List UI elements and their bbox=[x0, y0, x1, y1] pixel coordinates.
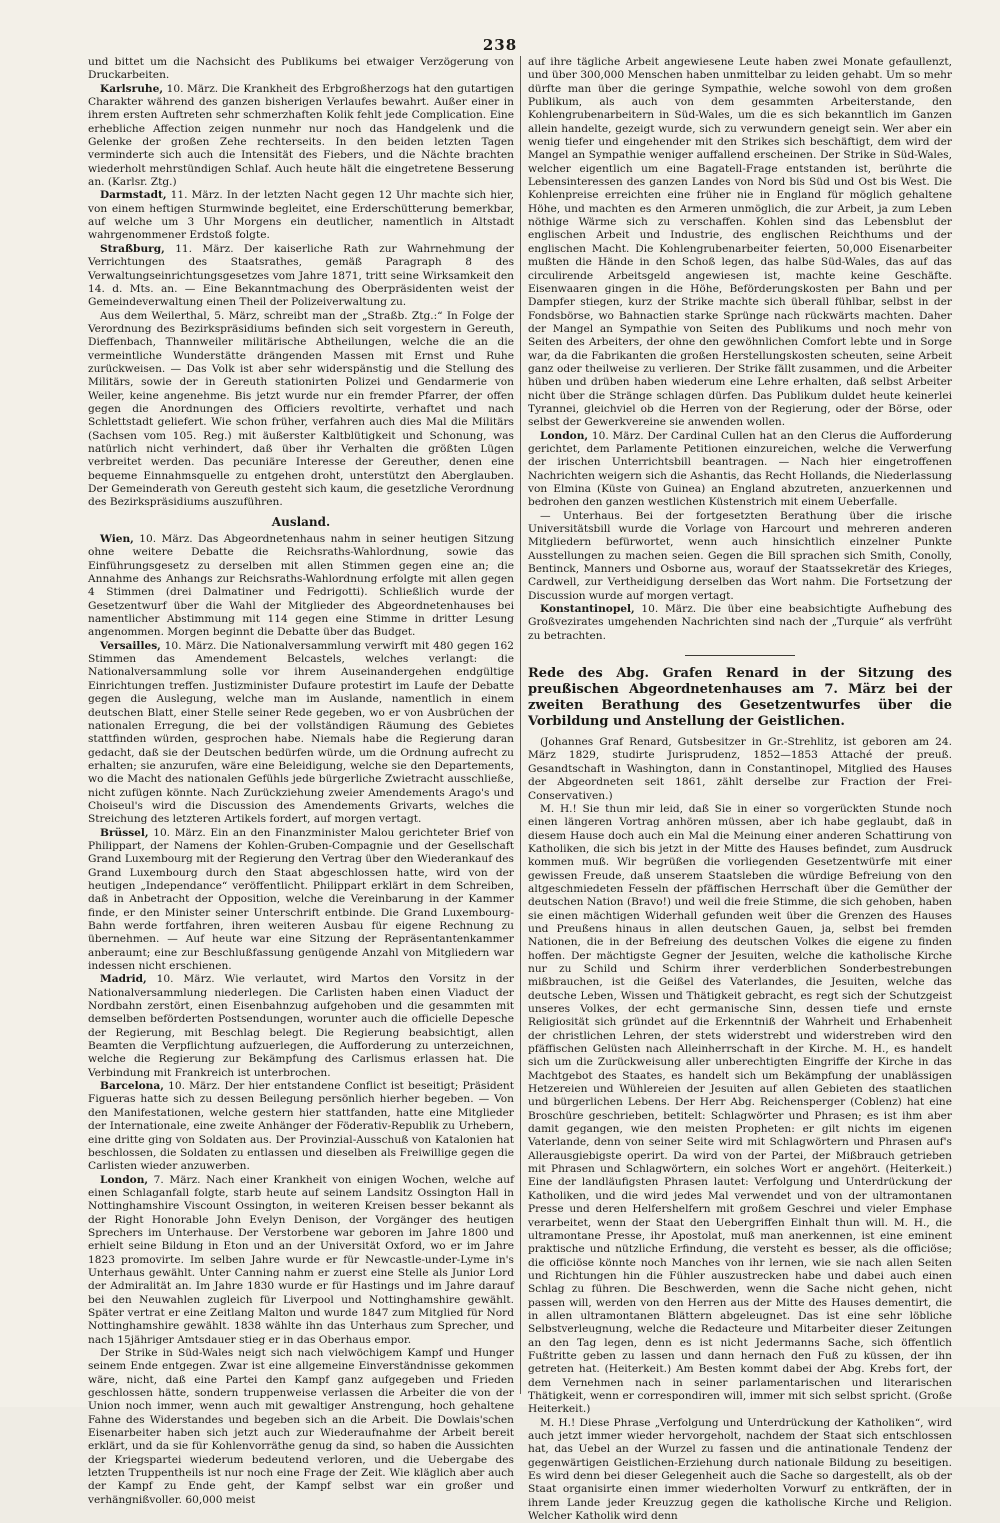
news-text: 10. März. Wie verlautet, wird Martos den Vorsitz in der Nationalversammlung niederlegen. Die Carlisten haben einen Viaduct der Nordbahn zerstört, einen Eisenbahnzug aufgehoben und die gesammten mit demselben beförderten Postsendungen, worunter auch die officielle Depesche der Regierung, mit Beschlag belegt. Die Regierung beabsichtigt, allen Beamten die Verpflichtung aufzuerlegen, die Aufforderung zu unterzeichnen, welche die Regierung zur Bekämpfung des Carlismus erlassen hat. Die Verbindung mit Frankreich ist unterbrochen. bbox=[88, 973, 514, 1079]
dateline-place: London, bbox=[100, 1173, 149, 1186]
news-item-bruessel bbox=[88, 827, 514, 974]
speech-intro: (Johannes Graf Renard, Gutsbesitzer in Gr.-Strehlitz, ist geboren am 24. März 1829, studirte Jurisprudenz, 1852—1853 Attaché der preuß. Gesandtschaft in Washington, dann in Constantinopel, Mitglied des Hauses der Abgeordneten seit 1861, zählt derselbe zur Fraction der Frei-Conservativen.) bbox=[528, 736, 952, 802]
speech-paragraph: M. H.! Diese Phrase „Verfolgung und Unterdrückung der Katholiken“, wird auch jetzt immer wieder hervorgeholt, nachdem der Staat sich entschlossen hat, das Uebel an der Wurzel zu fassen und die antinationale Tendenz der gegenwärtigen Geistlichen-Erziehung durch nationale Bildung zu beseitigen. Es wird denn bei dieser Gelegenheit auch die Sache so dargestellt, als ob der Staat organisirte einen immer wiederholten Vorwurf zu entkräften, der in ihrem Lande jeder Kreuzzug gegen die katholische Kirche und Religion. Welcher Katholik wird denn bbox=[528, 1416, 952, 1523]
article-paragraph: auf ihre tägliche Arbeit angewiesene Leute haben zwei Monate gefaullenzt, und über 300,000 Menschen haben unmittelbar zu leiden gehabt. Um so mehr dürfte man über die geringe Sympathie, welche sowohl von dem großen Publikum, als auch von dem gesammten Arbeiterstande, den Kohlengrubenarbeitern in Süd-Wales, um die es sich bekanntlich im Ganzen allein handelte, gezeigt wurde, sich zu verwundern geneigt sein. Wer aber ein wenig tiefer und eingehender mit den Strikes sich beschäftigt, dem wird der Mangel an Sympathie weniger auffallend erscheinen. Der Strike in Süd-Wales, welcher eigentlich um eine Bagatell-Frage entstanden ist, berührte die Lebensinteressen des ganzen Landes von Nord bis Süd und Ost bis West. Die Kohlenpreise erreichten eine früher nie in England für möglich gehaltene Höhe, und machten es den Armeren unmöglich, die zur Arbeit, ja zum Leben nöthige Wärme sich zu verschaffen. Kohlen sind das Lebensblut der englischen Arbeit und Industrie, des englischen Reichthums und der englischen Macht. Die Kohlengrubenarbeiter feierten, 50,000 Eisenarbeiter mußten die Hände in den Schoß legen, das halbe Süd-Wales, das auf das circulirende Arbeitsgeld angewiesen ist, machte keine Geschäfte. Eisenwaaren gingen in die Höhe, Beförderungskosten per Bahn und per Dampfer stiegen, kurz der Strike machte sich überall fühlbar, selbst in der Fondsbörse, wo Bahnactien starke Sprünge nach rückwärts machten. Daher der Mangel an Sympathie von Seiten des Publikums und noch mehr von Seiten des Arbeiters, der ohne den gewöhnlichen Comfort lebte und in Sorge war, da die Fabrikanten die großen Herstellungskosten scheuten, seine Arbeit ganz oder theilweise zu verlieren. Der Strike fällt zusammen, und die Arbeiter hüben und drüben haben wiederum eine Lehre erhalten, daß selbst Arbeiter nicht über die Stränge schlagen dürfen. Das Publikum duldet heute keinerlei Tyrannei, gleichviel ob die Herren von der Regierung, oder der Börse, oder selbst der Gewerkvereine sie anwenden wollen. bbox=[528, 56, 952, 429]
news-item-weilerthal: Aus dem Weilerthal, 5. März, schreibt man der „Straßb. Ztg.:“ In Folge der Verordnung des Bezirkspräsidiums befinden sich seit vorgestern in Gereuth, Dieffenbach, Thannweiler militärische Abtheilungen, welche die an die vermeintliche Wunderstätte drängenden Massen mit Ernst und Ruhe zurückweisen. — Das Volk ist aber sehr widerspänstig und die Stellung des Militärs, sowie der in Gereuth stationirten Polizei und Gendarmerie von Weiler, keine angenehme. Bis jetzt wurde nur ein fremder Pfarrer, der offen gegen die Anordnungen des Officiers revoltirte, verhaftet und nach Schlettstadt geliefert. Wie schon früher, verfahren auch dies Mal die Militärs (Sachsen vom 105. Reg.) mit äußerster Kaltblütigkeit und Schonung, was natürlich nicht verhindert, daß über ihr Verhalten die größten Lügen verbreitet werden. Das pecuniäre Interesse der Gereuther, denen eine bequeme Einnahmsquelle zu entgehen droht, unterstützt den Aberglauben. Der Gemeinderath von Gereuth gesteht sich kaum, die gesetzliche Verordnung des Bezirkspräsidiums auszuführen. bbox=[88, 309, 514, 509]
dateline-place: Brüssel, bbox=[100, 826, 149, 839]
news-text: 10. März. Die Nationalversammlung verwirft mit 480 gegen 162 Stimmen das Amendement Belcastels, welches verlangt: die Nationalversammlung solle vor ihrem Auseinandergehen endgültige Einrichtungen treffen. Justizminister Dufaure protestirt im Laufe der Debatte gegen die Auslegung, welche man im Auslande, namentlich in einem deutschen Blatt, einer Stelle seiner Rede gegeben, wo er von Ausbrüchen der nationalen Erregung, die bei der vollständigen Räumung des Gebietes stattfinden würden, gesprochen habe. Niemals habe die Regierung daran gedacht, daß sie der Deutschen bedürfen würde, um die Ordnung aufrecht zu erhalten; sie anzurufen, wäre eine Beleidigung, welche sie den Departements, wo die Macht des nationalen Gefühls jede bürgerliche Zwietracht ausschließe, nicht zufügen könnte. Nach Zurückziehung zweier Amendements Arago's und Choiseul's wird die Discussion des Amendements Grivarts, welches die Streichung des letzteren Artikels fordert, auf morgen vertagt. bbox=[88, 639, 514, 826]
news-text: 10. März. Das Abgeordnetenhaus nahm in seiner heutigen Sitzung ohne weitere Debatte die Reichsraths-Wahlordnung, sowie das Einführungsgesetz zu derselben mit allen Stimmen gegen eine an; die Annahme des Anhangs zur Reichsraths-Wahlordnung erfolgte mit allen gegen 4 Stimmen (drei Dalmatiner und Fedrigotti). Schließlich wurde der Gesetzentwurf über die Wahl der Mitglieder des Abgeordnetenhauses bei namentlicher Abstimmung mit 114 gegen eine Stimme in dritter Lesung angenommen. Morgen beginnt die Debatte über das Budget. bbox=[88, 533, 514, 639]
news-item-unterhaus: — Unterhaus. Bei der fortgesetzten Berathung über die irische Universitätsbill wurde die Vorlage von Harcourt und mehreren anderen Mitgliedern befürwortet, wenn auch hinsichtlich einzelner Punkte Ausstellungen zu machen seien. Gegen die Bill sprachen sich Smith, Conolly, Bentinck, Manners und Osborne aus, worauf der Staatssekretär des Krieges, Cardwell, zur Vertheidigung derselben das Wort nahm. Die Fortsetzung der Discussion wurde auf morgen vertagt. bbox=[528, 509, 952, 602]
news-item-strassburg bbox=[88, 243, 514, 310]
news-item-karlsruhe bbox=[88, 83, 514, 190]
news-item-strike: Der Strike in Süd-Wales neigt sich nach vielwöchigem Kampf und Hunger seinem Ende entgegen. Zwar ist eine allgemeine Einverständnisse gekommen wäre, nicht, daß eine Partei den Kampf ganz aufgegeben und Frieden geschlossen hätte, sondern truppenweise verlassen die Arbeiter die von der Union noch immer, wenn auch mit gewaltiger Anstrengung, hoch gehaltene Fahne des Widerstandes und begeben sich an die Arbeit. Die Dowlais'schen Eisenarbeiter haben sich jetzt auch zur Wiederaufnahme der Arbeit bereit erklärt, und da sie für Kohlenvorräthe genug da sind, so haben die Aussichten der Kriegspartei wiederum bedeutend verloren, und die Uebergabe des letzten Truppentheils ist nur noch eine Frage der Zeit. Wie kläglich aber auch der Kampf zu Ende geht, der Kampf selbst war ein großer und verhängnißvoller. 60,000 meist bbox=[88, 1347, 514, 1506]
page-number: 238 bbox=[482, 36, 518, 54]
article-paragraph: und bittet um die Nachsicht des Publikums bei etwaiger Verzögerung von Druckarbeiten. bbox=[88, 56, 514, 82]
column-divider bbox=[520, 56, 521, 1394]
speech-title: Rede des Abg. Grafen Renard in der Sitzung des preußischen Abgeordnetenhauses am 7. März bei der zweiten Berathung des Gesetzentwurfes über die Vorbildung und Anstellung der Geistlichen. bbox=[528, 666, 952, 730]
news-text: 10. März. Ein an den Finanzminister Malou gerichteter Brief von Philippart, der Namens der Kohlen-Gruben-Compagnie und der Gesellschaft Grand Luxembourg mit der Regierung den Vertrag über den Wiederankauf des Grand Luxembourg durch den Staat abgeschlossen hatte, wird von der heutigen „Independance“ veröffentlicht. Philippart erklärt in dem Schreiben, daß in Anbetracht der Opposition, welche die Vereinbarung in der Kammer finde, er den Minister seiner Unterschrift entbinde. Die Grand Luxembourg-Bahn werde fortfahren, ihren weiteren Ausbau für eigene Rechnung zu übernehmen. — Auf heute war eine Sitzung der Repräsentantenkammer anberaumt; eine zur Beschlußfassung genügende Anzahl von Mitgliedern war indessen nicht erschienen. bbox=[88, 826, 514, 973]
dateline-place: Wien, bbox=[100, 533, 134, 546]
speech-paragraph: M. H.! Sie thun mir leid, daß Sie in einer so vorgerückten Stunde noch einen längeren Vortrag anhören müssen, aber ich habe geglaubt, daß in diesem Hause doch auch ein Mal die Meinung einer anderen Schattirung von Katholiken, die sich bis jetzt in der Mitte des Hauses befindet, zum Ausdruck kommen muß. Wir begrüßen die vorliegenden Gesetzentwürfe mit einer gewissen Freude, daß unserem Staatsleben die würdige Befreiung von den altgeschmiedeten Fesseln der pfäffischen Herrschaft über die Gemüther der deutschen Nation (Bravo!) und weil die freie Stimme, die sich gehoben, haben sie einen mächtigen Widerhall gefunden weit über die Grenzen des Hauses und Preußens hinaus in allen deutschen Gauen, ja, selbst bei fremden Nationen, die in der Befreiung des deutschen Volkes die eigene zu finden hoffen. Der mächtigste Gegner der Jesuiten, welche die katholische Kirche nur zu Schild und Schirm ihrer verderblichen Sonderbestrebungen mißbrauchen, ist die Geißel des Vaterlandes, die Jesuiten, welche das deutsche Leben, Wissen und Thätigkeit gebracht, es regt sich der Schutzgeist unseres Volkes, der echt germanische Sinn, dessen tiefe und ernste Religiosität sich gründet auf die Erkenntniß der Wahrheit und Erhabenheit der christlichen Lehren, der stets widerstrebt und widerstreben wird den pfäffischen Gelüsten nach Alleinherrschaft in der Kirche. M. H., es handelt sich um die Zurückweisung aller unberechtigten Eingriffe der Kirche in das Machtgebot des Staates, es handelt sich um Bekämpfung der unablässigen Hetzereien und Wühlereien der Jesuiten auf allen Gebieten des staatlichen und bürgerlichen Lebens. Der Herr Abg. Reichensperger (Coblenz) hat eine Broschüre geschrieben, betitelt: Schlagwörter und Phrasen; es ist ihm aber damit gegangen, wie den meisten Propheten: er gilt nichts im eigenen Vaterlande, denn von seiner Seite wird mit Schlagwörtern und Phrasen auf's Allerausgiebigste operirt. Da wird von der Partei, der Mißbrauch getrieben mit Phrasen und Schlagwörtern, ein solches Wort er angehört. (Heiterkeit.) Eine der landläufigsten Phrasen lautet: Verfolgung und Unterdrückung der Katholiken, und die wird jedes Mal verwendet und von der ultramontanen Presse und deren Helfershelfern mit großem Geschrei und vieler Emphase verarbeitet, wenn der Staat den Uebergriffen Einhalt thun will. M. H., die ultramontane Presse, ihr Apostolat, muß man anerkennen, ist eine eminent praktische und nützliche Erfindung, die versteht es besser, als die officiöse; die officiöse könnte noch Manches von ihr lernen, wie sie nach allen Seiten und Richtungen hin die Fühler auszustrecken habe und dabei auch einen Schlag zu führen. Die Beschwerden, wenn die Sache nicht gehen, nicht passen will, werden von den Herren aus der Mitte des Hauses dementirt, die in allen ultramontanen Blättern abgeleugnet. Das ist eine sehr löbliche Selbstverleugnung, welche die Redacteure und Mitarbeiter dieser Zeitungen an den Tag legen, denn es ist nicht Jedermanns Sache, sich öffentlich Fußtritte geben zu lassen und dann hernach den Fuß zu küssen, der ihn getreten hat. (Heiterkeit.) Am Besten kommt dabei der Abg. Krebs fort, der dem Vernehmen nach in seiner parlamentarischen und literarischen Thätigkeit, wenn er correspondiren will, immer mit sich selbst spricht. (Große Heiterkeit.) bbox=[528, 802, 952, 1416]
section-divider bbox=[685, 655, 795, 656]
dateline-place: London, bbox=[540, 429, 589, 442]
dateline-place: Barcelona, bbox=[100, 1080, 164, 1093]
news-item-barcelona bbox=[88, 1080, 514, 1173]
news-item-versailles bbox=[88, 640, 514, 827]
news-text: 11. März. Der kaiserliche Rath zur Wahrnehmung der Verrichtungen des Staatsrathes, gemäß Paragraph 8 des Verwaltungseinrichtungsgesetzes vom Jahre 1871, tritt seine Wirksamkeit den 14. d. Mts. an. — Eine Bekanntmachung des Oberpräsidenten weist der Gemeindeverwaltung einen Theil der Polizeiverwaltung zu. bbox=[88, 242, 514, 309]
left-column bbox=[88, 56, 514, 1506]
dateline-place: Madrid, bbox=[100, 973, 147, 986]
dateline-place: Karlsruhe, bbox=[100, 82, 164, 95]
news-item-darmstadt bbox=[88, 189, 514, 242]
dateline-place: Darmstadt, bbox=[100, 189, 167, 202]
news-item-madrid bbox=[88, 973, 514, 1080]
news-text: 10. März. Die über eine beabsichtigte Aufhebung des Großvezirates umgehenden Nachrichten sind nach der „Turquie“ als verfrüht zu betrachten. bbox=[528, 603, 952, 642]
dateline-place: Versailles, bbox=[100, 639, 161, 652]
section-heading-ausland: Ausland. bbox=[271, 514, 331, 529]
news-text: 10. März. Der Cardinal Cullen hat an den Clerus die Aufforderung gerichtet, dem Parlamente Petitionen einzureichen, welche die Verwerfung der irischen Unterrichtsbill beantragen. — Nach hier eingetroffenen Nachrichten weigern sich die Ashantis, das Recht Hollands, die Niederlassung von Elmina (Küste von Guinea) an England abzutreten, anzuerkennen und bedrohen den ganzen westlichen Küstenstrich mit einem Ueberfalle. bbox=[528, 429, 953, 509]
news-text: 10. März. Die Krankheit des Erbgroßherzogs hat den gutartigen Charakter während des ganzen bisherigen Verlaufes bewahrt. Außer einer in ihrem ersten Auftreten sehr schmerzhaften Kolik fehlt jede Complication. Eine erhebliche Affection zeigen nunmehr nur noch das Handgelenk und die Gelenke der großen Zehe rechterseits. In den beiden letzten Tagen verminderte sich auch die Intensität des Fiebers, und die Nächte brachten wiederholt mehrstündigen Schlaf. Auch heute hält die eingetretene Besserung an. (Karlsr. Ztg.) bbox=[88, 82, 514, 189]
news-item-konstantinopel bbox=[528, 603, 952, 643]
news-item-london-2 bbox=[528, 430, 952, 510]
news-text: 7. März. Nach einer Krankheit von einigen Wochen, welche auf einen Schlaganfall folgte, starb heute auf seinem Landsitz Ossington Hall in Nottinghamshire Viscount Ossington, in weiteren Kreisen besser bekannt als der Right Honorable John Evelyn Denison, der Vorgänger des heutigen Sprechers im Unterhause. Der Verstorbene war geboren im Jahre 1800 und erhielt seine Bildung in Eton und an der Universität Oxford, wo er im Jahre 1823 promovirte. Im selben Jahre wurde er für Newcastle-under-Lyme in's Unterhaus gewählt. Unter Canning nahm er zuerst eine Stelle als Junior Lord der Admiralität an. Im Jahre 1830 wurde er für Hastings und im Jahre darauf bei den Neuwahlen zugleich für Liverpool und Nottinghamshire gewählt. Später vertrat er eine Zeitlang Malton und wurde 1847 zum Mitglied für Nord Nottinghamshire gewählt. 1838 wählte ihn das Unterhaus zum Sprecher, und nach 15jähriger Amtsdauer stieg er in das Oberhaus empor. bbox=[88, 1173, 514, 1346]
dateline-place: Konstantinopel, bbox=[540, 603, 635, 616]
news-item-london-1 bbox=[88, 1174, 514, 1347]
news-text: 11. März. In der letzten Nacht gegen 12 Uhr machte sich hier, von einem heftigen Sturmwinde begleitet, eine Erderschütterung bemerkbar, auf welche um 3 Uhr Morgens ein deutlicher, namentlich in Altstadt wahrgenommener Erdstoß folgte. bbox=[88, 189, 514, 242]
news-text: 10. März. Der hier entstandene Conflict ist beseitigt; Präsident Figueras hatte sich zu dessen Beilegung persönlich hierher begeben. — Von den Manifestationen, welche gestern hier stattfanden, hatte eine Mitglieder der Internationale, eine zweite Anhänger der Föderativ-Republik zu Urhebern, eine dritte ging von Soldaten aus. Der Provinzial-Ausschuß von Katalonien hat beschlossen, die Soldaten zu entlassen und dieselben als Freiwillige gegen die Carlisten wieder anzuwerben. bbox=[88, 1080, 514, 1173]
dateline-place: Straßburg, bbox=[100, 242, 165, 255]
news-item-wien bbox=[88, 533, 514, 640]
right-column bbox=[528, 56, 953, 1523]
